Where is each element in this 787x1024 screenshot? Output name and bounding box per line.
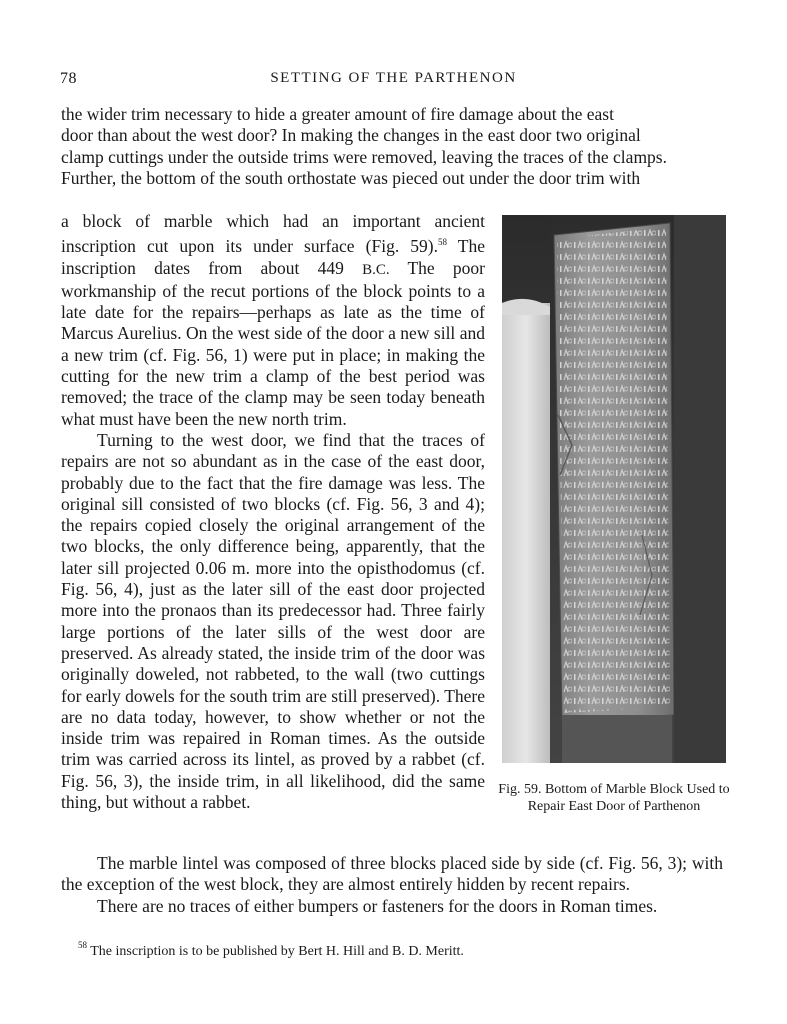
paragraph-bumpers: There are no traces of either bumpers or fasteners for the doors in Roman times. [97,895,658,916]
paragraph-west-door: Turning to the west door, we find that the traces of repairs are not so abundant as in the case of the east door, probably due to the fact that the fire damage was less. The original sill consisted of two blocks (cf. Fig. 56, 3 and 4); the repairs copied closely the original arrangement of the two blocks, the only difference being, apparently, that the later sill projected 0.06 m. more into the opisthodomus (cf. Fig. 56, 4), just as the later sill of the east door projected more into the pronaos than its predecessor had. Three fairly large portions of the later sills of the west door are preserved. As already stated, the inside trim of the door was originally doweled, not rabbeted, to the wall (two cuttings for early dowels for the south trim are still preserved). There are no data today, however, to show whether or not the inside trim was repaired in Roman times. As the outside trim was carried across its lintel, as proved by a rabbet (cf. Fig. 56, 3), the inside trim, in all likelihood, did the same thing, but without a rabbet. [61,429,485,813]
footnote-marker: 58 [438,237,447,248]
text-line: Further, the bottom of the south orthostate was pieced out under the door trim with [61,167,641,188]
bottom-text-block [61,853,723,917]
footnote-text: The inscription is to be published by Bert H. Hill and B. D. Meritt. [90,944,464,959]
text-line: the wider trim necessary to hide a greater amount of fire damage about the east [61,104,614,124]
footnote-number: 58 [78,940,87,950]
top-text-block [61,104,723,189]
footnote [78,940,464,960]
running-head: SETTING OF THE PARTHENON [270,70,517,86]
text-run: The inscription dates from about 449 [61,236,485,278]
page-number: 78 [60,70,77,87]
era-abbreviation: B.C. [362,261,390,278]
paragraph-inscription [61,211,485,430]
figure-caption: Fig. 59. Bottom of Marble Block Used to Repair East Door of Parthenon [498,782,730,814]
text-run: a block of marble which had an important ancient inscription cut upon its under surface (Fig. 59). [61,211,485,257]
text-line: clamp cuttings under the outside trims were removed, leaving the traces of the clamps. [61,146,667,167]
paragraph-lintel: The marble lintel was composed of three blocks placed side by side (cf. Fig. 56, 3); with the exception of the west block, they are almost entirely hidden by recent repairs. [61,853,723,895]
text-line: door than about the west door? In making the changes in the east door two original [61,125,641,146]
photo-inscription-block [502,215,726,763]
figure-inscribed-block-photo [502,215,726,763]
text-run: The poor workmanship of the recut portions of the block points to a late date for the repairs—perhaps as late as the time of Marcus Aurelius. On the west side of the door a new sill and a new trim (cf. Fig. 56, 1) were put in place; in making the cutting for the new trim a clamp of the best period was removed; the trace of the clamp may be seen today beneath what must have been the new north trim. [61,257,485,429]
side-text-column [61,211,485,813]
